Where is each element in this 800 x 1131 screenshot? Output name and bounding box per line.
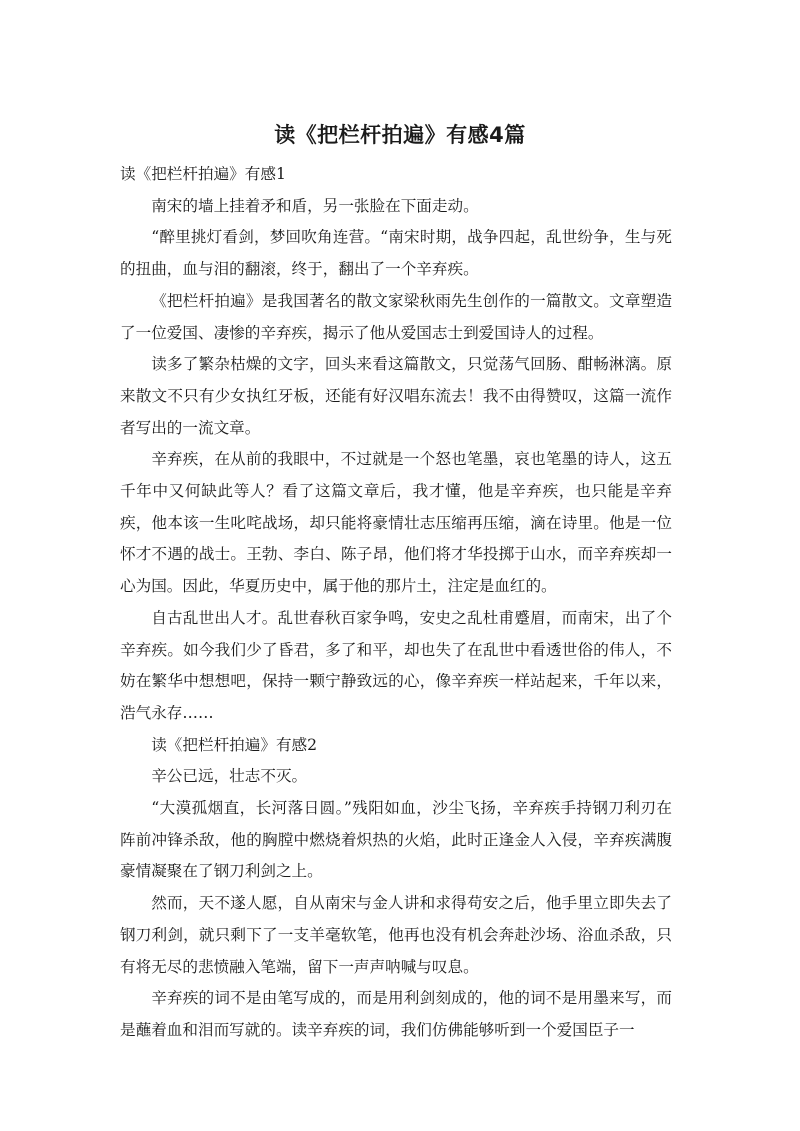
document-title: 读《把栏杆拍遍》有感4篇 <box>274 123 526 147</box>
paragraph: 南宋的墙上挂着矛和盾，另一张脸在下面走动。 <box>151 196 479 215</box>
paragraph: “醉里挑灯看剑，梦回吹角连营。“南宋时期，战争四起，乱世纷争，生与死的扭曲，血与泪的翻滚，终于，翻出了一个辛弃疾。 <box>120 228 672 279</box>
paragraph: 《把栏杆拍遍》是我国著名的散文家梁秋雨先生创作的一篇散文。文章塑造了一位爱国、凄惨的辛弃疾，揭示了他从爱国志士到爱国诗人的过程。 <box>120 291 672 342</box>
paragraph: 读多了繁杂枯燥的文字，回头来看这篇散文，只觉荡气回肠、酣畅淋漓。原来散文不只有少女执红牙板，还能有好汉唱东流去！我不由得赞叹，这篇一流作者写出的一流文章。 <box>120 355 672 437</box>
paragraph: “大漠孤烟直，长河落日圆。”残阳如血，沙尘飞扬，辛弃疾手持钢刀利刃在阵前冲锋杀敌，他的胸膛中燃烧着炽热的火焰，此时正逢金人入侵，辛弃疾满腹豪情凝聚在了钢刀利剑之上。 <box>120 799 672 881</box>
paragraph: 辛公已远，壮志不灭。 <box>151 767 308 786</box>
section-heading-1: 读《把栏杆拍遍》有感1 <box>120 165 286 183</box>
section-heading-2: 读《把栏杆拍遍》有感2 <box>151 735 318 754</box>
paragraph: 辛弃疾，在从前的我眼中，不过就是一个怒也笔墨，哀也笔墨的诗人，这五千年中又何缺此等人？看了这篇文章后，我才懂，他是辛弃疾，也只能是辛弃疾，他本该一生叱咤战场，却只能将豪情壮志压缩再压缩，滴在诗里。他是一位怀才不遇的战士。王勃、李白、陈子昂，他们将才华投掷于山水，而辛弃疾却一心为国。因此，华夏历史中，属于他的那片土，注定是血红的。 <box>120 450 672 596</box>
paragraph: 然而，天不遂人愿，自从南宋与金人讲和求得苟安之后，他手里立即失去了钢刀利剑，就只剩下了一支羊毫软笔，他再也没有机会奔赴沙场、浴血杀敌，只有将无尽的悲愤融入笔端，留下一声声呐喊与叹息。 <box>120 894 672 976</box>
paragraph: 自古乱世出人才。乱世春秋百家争鸣，安史之乱杜甫蹙眉，而南宋，出了个辛弃疾。如今我们少了昏君，多了和平，却也失了在乱世中看透世俗的伟人，不妨在繁华中想想吧，保持一颗宁静致远的心，像辛弃疾一样站起来，千年以来，浩气永存…… <box>120 608 672 722</box>
document-body <box>120 159 672 1047</box>
paragraph: 辛弃疾的词不是由笔写成的，而是用利剑刻成的，他的词不是用墨来写，而是蘸着血和泪而写就的。读辛弃疾的词，我们仿佛能够听到一个爱国臣子一 <box>120 989 672 1039</box>
